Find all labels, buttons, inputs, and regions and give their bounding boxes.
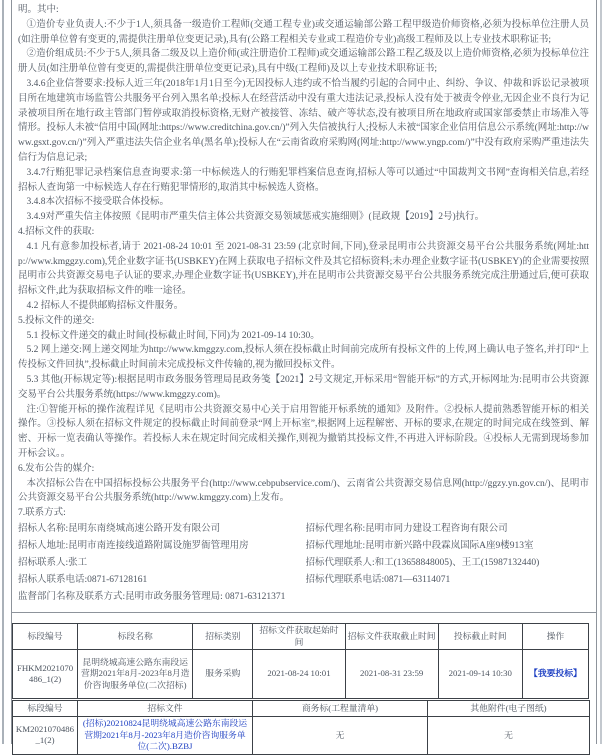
bid-deadline-time: 2021-09-14 10:30 — [438, 650, 522, 699]
paragraph: 明。其中: — [18, 5, 59, 15]
agency-contact-person: 招标代理联系人:和工(13658848005)、王工(15987132440) — [305, 557, 540, 568]
column-header: 投标截止时间 — [438, 624, 522, 650]
column-header: 招标文件 — [78, 701, 253, 717]
paragraph: 3.4.7行贿犯罪记录档案信息查询要求:第一中标候选人的行贿犯罪档案信息查询,招标人等可以通过“中国裁判文书网”查询相关信息,若经招标人查询第一中标候选人存在行贿犯罪情形的,取消其中标候选人资格。 — [18, 167, 589, 193]
supervision-department: 监督部门名称及联系方式:昆明市政务服务管理局: 0871-63121371 — [18, 591, 286, 602]
section-heading-obtain-documents: 4.招标文件的获取: — [18, 226, 95, 237]
doc-obtain-start-time: 2021-08-24 10:01 — [253, 650, 345, 699]
bidder-address: 招标人地址:昆明市南连接线道路附属设施罗衙管理用房 — [18, 540, 249, 551]
column-header: 招标文件获取起始时间 — [253, 624, 345, 650]
agency-address: 招标代理地址:昆明市新兴路中段霖岚国际A座9楼913室 — [305, 540, 534, 551]
column-header: 标段编号 — [13, 624, 78, 650]
bid-category: 服务采购 — [193, 650, 253, 699]
section-heading-bid-submission: 5.投标文件的递交: — [18, 315, 95, 326]
bid-file-download-link[interactable]: (招标)20210824昆明绕城高速公路东南段运营期2021年8月-2023年8月造价咨询服务单位(二次).BZBJ — [82, 718, 248, 751]
paragraph: 4.2 招标人不提供邮购招标文件服务。 — [26, 300, 184, 311]
column-header: 招标类别 — [193, 624, 253, 650]
page-frame-right-inner — [596, 0, 597, 744]
doc-obtain-end-time: 2021-08-31 23:59 — [345, 650, 438, 699]
bid-documents-table — [12, 700, 590, 755]
section-name: 昆明绕城高速公路东南段运营期2021年8月-2023年8月造价咨询服务单位(二次招标) — [78, 650, 193, 699]
paragraph: 3.4.9对严重失信主体按照《昆明市严重失信主体公共资源交易领域惩戒实施细则》(昆政规【2019】2号)执行。 — [26, 212, 485, 223]
table-header-row — [13, 624, 589, 650]
column-header: 操作 — [522, 624, 588, 650]
paragraph: 本次招标公告在中国招标投标公共服务平台(http://www.cebpubservice.com/)、云南省公共资源交易信息网(http://ggzy.yn.gov.cn/)、昆明市公共资源交易平台公共服务系统(http://www.kmggzy.com)上发布。 — [18, 478, 589, 504]
paragraph: 4.1 凡有意参加投标者,请于 2021-08-24 10:01 至 2021-08-31 23:59 (北京时间,下同),登录昆明市公共资源交易平台公共服务系统(网址:http://www.kmggzy.com),凭企业数字证书(USBKEY)在网上获取电子招标文件及其它招标资料;未办理企业数字证书(USBKEY)的企业需要按照昆明市公共资源交易电子认证的要求,办理企业数字证书(USBKEY),并在昆明市公共资源交易平台公共服务系统完成注册通过后,便可获取招标文件,此为获取招标文件的唯一途径。 — [18, 241, 589, 297]
column-header: 标段名称 — [78, 624, 193, 650]
column-header: 招标文件获取截止时间 — [345, 624, 438, 650]
announcement-body — [12, 0, 596, 613]
agency-name: 招标代理名称:昆明市同力建设工程咨询有限公司 — [305, 523, 508, 534]
business-bid-cell: 无 — [253, 717, 428, 755]
i-want-to-bid-link[interactable]: 【我要投标】 — [529, 668, 582, 679]
agency-phone: 招标代理联系电话:0871—63114071 — [305, 574, 451, 585]
paragraph: ①造价专业负责人:不少于1人,须具备一级造价工程师(交通工程专业)或交通运输部公路工程甲级造价师资格,必须为投标单位注册人员(如注册单位曾有变更的,需提供注册单位变更记录),具有(公路工程相关专业或工程造价专业)高级工程师及以上专业技术职称证书; — [18, 19, 589, 45]
paragraph: 5.1 投标文件递交的截止时间(投标截止时间,下同)为 2021-09-14 10:30。 — [26, 330, 320, 341]
section-number: FHKM2021070486_1(2) — [13, 650, 78, 699]
paragraph: 3.4.8本次招标不接受联合体投标。 — [26, 197, 170, 208]
bidder-phone: 招标人联系电话:0871-67128161 — [18, 574, 148, 585]
paragraph: ②造价组成员:不少于5人,须具备二级及以上造价师(或注册造价工程师)或交通运输部公路工程乙级及以上造价师资格,必须为投标单位注册人员(如注册单位曾有变更的,需提供注册单位变更记录),具有中级(工程师)及以上专业技术职称证书; — [18, 49, 589, 75]
section-heading-announcement-media: 6.发布公告的媒介: — [18, 463, 95, 474]
section-schedule-table — [12, 623, 589, 699]
other-attachment-cell: 无 — [428, 717, 590, 755]
paragraph: 5.2 网上递交:网上递交网址为http://www.kmggzy.com,投标人须在投标截止时间前完成所有投标文件的上传,网上确认电子签名,并打印“上传投标文件回执”,投标截止时间前未完成投标文件传输的,视为撤回投标文件。 — [18, 345, 589, 371]
column-header: 其他附件(电子图纸) — [428, 701, 590, 717]
paragraph: 5.3 其他(开标规定等):根据昆明市政务服务管理局昆政务笺【2021】2号文规定,开标采用“智能开标”的方式,开标网址为:昆明市公共资源交易平台公共服务系统(https://www.kmggzy.com)。 — [18, 374, 589, 400]
table-header-row — [13, 701, 590, 717]
bidder-contact-person: 招标联系人:张工 — [18, 557, 88, 568]
page-frame-right-outer — [600, 0, 602, 744]
column-header: 商务标(工程量清单) — [253, 701, 428, 717]
section-heading-contact: 7.联系方式: — [18, 508, 66, 519]
table-row — [13, 717, 590, 755]
paragraph: 3.4.6企业信誉要求:投标人近三年(2018年1月1日至今)无因投标人违约或不恰当履约引起的合同中止、纠纷、争议、仲裁和诉讼记录被项目所在地建筑市场监管公共服务平台列入黑名单;投标人在经营活动中没有重大违法记录,投标人没有处于被责令停业,无因企业不良行为记录被项目所在地行政主管部门暂停或取消投标资格,无财产被接管、冻结、破产等状态,没有被项目所在地政府或国家部委禁止市场准入等情形。投标人未被“信用中国(网址:https://www.creditchina.gov.cn/)”列入失信被执行人;投标人未被“国家企业信用信息公示系统(网址:http://www.gsxt.gov.cn/)”列入严重违法失信企业名单(黑名单);投标人在“云南省政府采购网(网址:http://www.yngp.com/)”中没有政府采购严重违法失信行为信息记录; — [18, 78, 589, 163]
column-header: 标段编号 — [13, 701, 78, 717]
contact-info — [18, 521, 589, 589]
table-row — [13, 650, 589, 699]
section-number: KM2021070486_1(2) — [13, 717, 78, 755]
paragraph: 注:①智能开标的操作流程详见《昆明市公共资源交易中心关于启用智能开标系统的通知》及附件。②投标人提前熟悉智能开标的相关操作。③投标人须在招标文件规定的投标截止时间前登录“网上开标室”,根据网上远程解密、开标的要求,在规定的时间完成在线签到、解密、开标一览表确认等操作。若投标人未在规定时间完成相关操作,则视为撤销其投标文件,不再进入评标阶段。④投标人无需到现场参加开标会议。。 — [18, 404, 589, 459]
page-frame-left-outer — [2, 0, 4, 744]
bidder-name: 招标人名称:昆明东南绕城高速公路开发有限公司 — [18, 523, 221, 534]
